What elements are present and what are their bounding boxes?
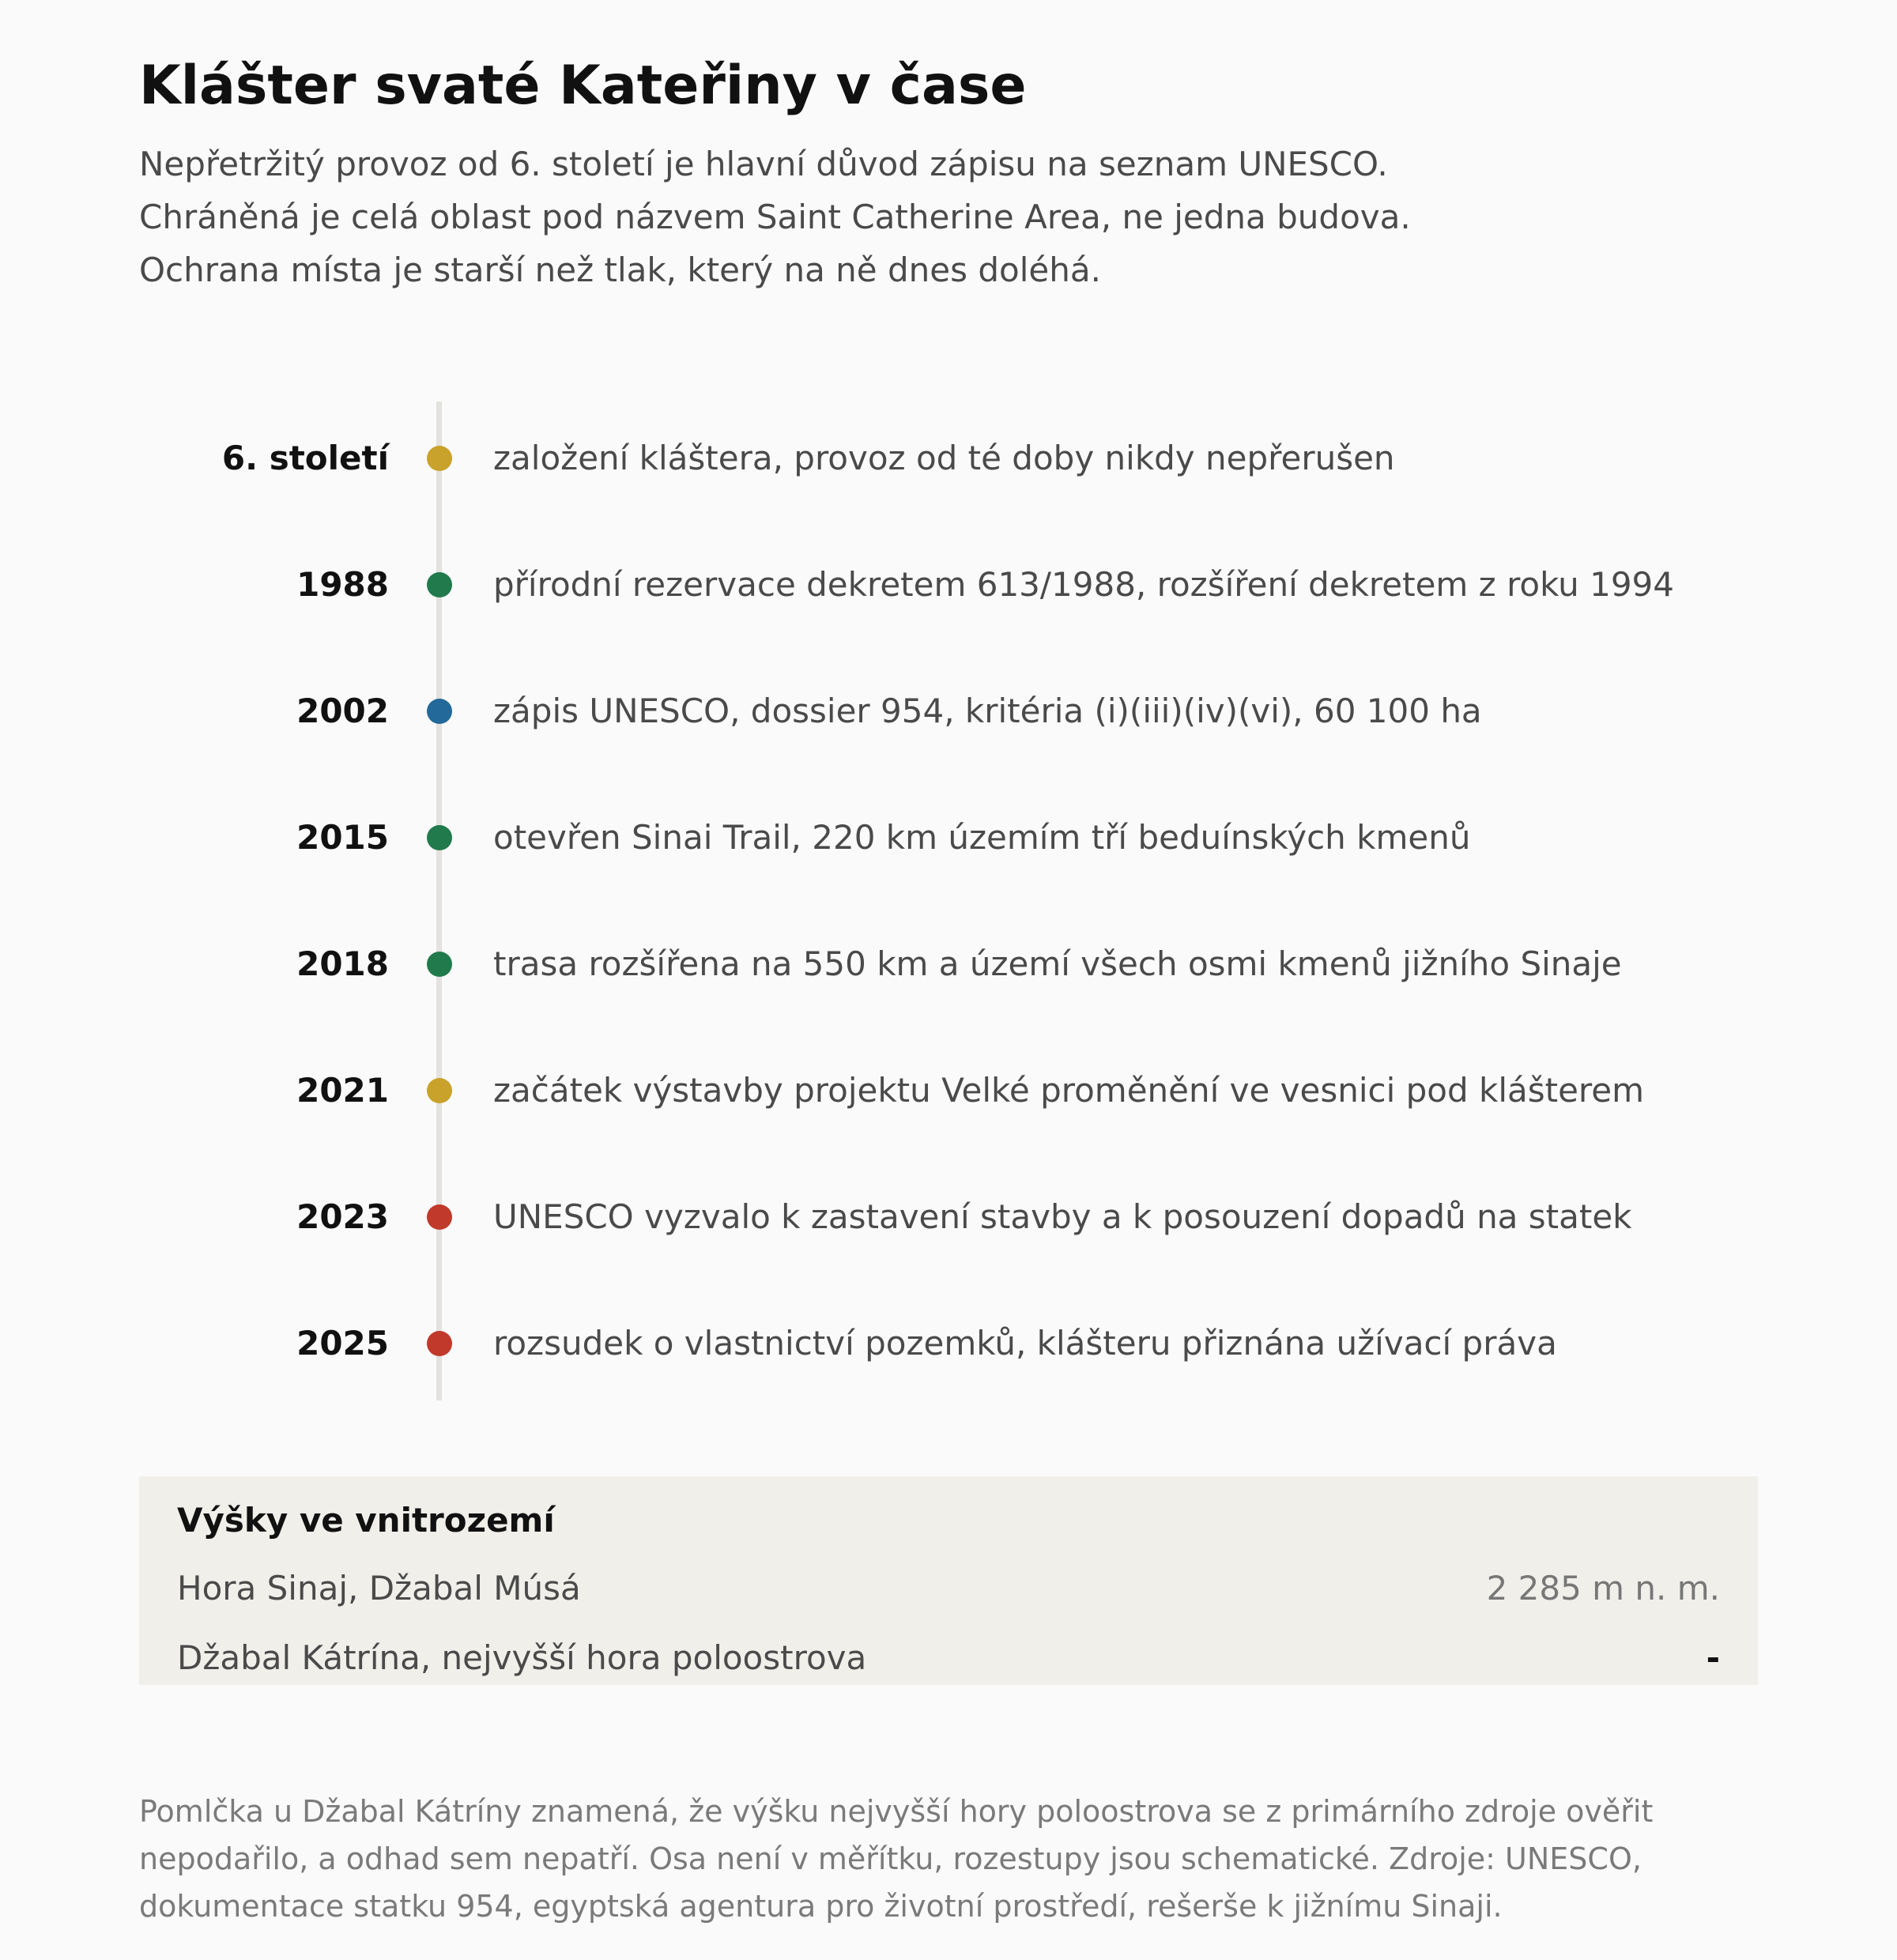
footnote [139,1788,1799,1930]
timeline-axis [436,401,442,1400]
event-marker [427,1204,452,1230]
event-description: začátek výstavby projektu Velké proměnění ve vesnici pod klášterem [493,1071,1645,1110]
subtitle-line: Nepřetržitý provoz od 6. století je hlavní důvod zápisu na seznam UNESCO. [139,145,1388,183]
event-date: 2015 [296,818,389,857]
event-date: 2023 [296,1197,389,1236]
event-description: rozsudek o vlastnictví pozemků, klášteru přiznána užívací práva [493,1324,1557,1363]
timeline-event [0,688,1897,735]
height-value: 2 285 m n. m. [1486,1569,1720,1608]
event-marker [427,1078,452,1103]
footnote-line: nepodařilo, a odhad sem nepatří. Osa není v měřítku, rozestupy jsou schematické. Zdroje: UNESCO, [139,1841,1642,1876]
event-marker [427,1331,452,1356]
event-marker [427,572,452,597]
event-description: trasa rozšířena na 550 km a území všech osmi kmenů jižního Sinaje [493,944,1622,983]
subtitle-line: Chráněná je celá oblast pod názvem Saint Catherine Area, ne jedna budova. [139,198,1411,236]
height-row [177,1634,1720,1682]
event-description: přírodní rezervace dekretem 613/1988, rozšíření dekretem z roku 1994 [493,565,1674,604]
event-description: UNESCO vyzvalo k zastavení stavby a k posouzení dopadů na statek [493,1197,1632,1236]
timeline-event [0,1320,1897,1367]
event-date: 2021 [296,1071,389,1110]
height-label: Hora Sinaj, Džabal Músá [177,1569,581,1608]
timeline-event [0,1193,1897,1241]
height-value-missing: - [1706,1638,1720,1677]
height-label: Džabal Kátrína, nejvyšší hora poloostrova [177,1638,867,1677]
timeline-event [0,940,1897,988]
event-description: založení kláštera, provoz od té doby nikdy nepřerušen [493,439,1395,477]
footnote-line: Pomlčka u Džabal Kátríny znamená, že výšku nejvyšší hory poloostrova se z primárního zdroje ověřit [139,1794,1654,1829]
event-marker [427,699,452,724]
timeline-event [0,1067,1897,1114]
page-title: Klášter svaté Kateřiny v čase [139,55,1027,117]
event-marker [427,952,452,977]
timeline-event [0,435,1897,482]
event-date: 2002 [296,692,389,730]
timeline-event [0,561,1897,609]
event-description: otevřen Sinai Trail, 220 km územím tří beduínských kmenů [493,818,1471,857]
event-date: 2025 [296,1324,389,1363]
timeline-event [0,814,1897,861]
footnote-line: dokumentace statku 954, egyptská agentura pro životní prostředí, rešerše k jižnímu Sinaji. [139,1889,1503,1924]
event-date: 1988 [296,565,389,604]
height-row [177,1565,1720,1612]
subtitle-line: Ochrana místa je starší než tlak, který na ně dnes doléhá. [139,251,1101,289]
event-marker [427,446,452,471]
heights-panel [139,1476,1758,1685]
event-date: 6. století [221,439,389,477]
event-description: zápis UNESCO, dossier 954, kritéria (i)(iii)(iv)(vi), 60 100 ha [493,692,1482,730]
event-date: 2018 [296,944,389,983]
heights-title: Výšky ve vnitrozemí [177,1501,555,1540]
event-marker [427,825,452,850]
